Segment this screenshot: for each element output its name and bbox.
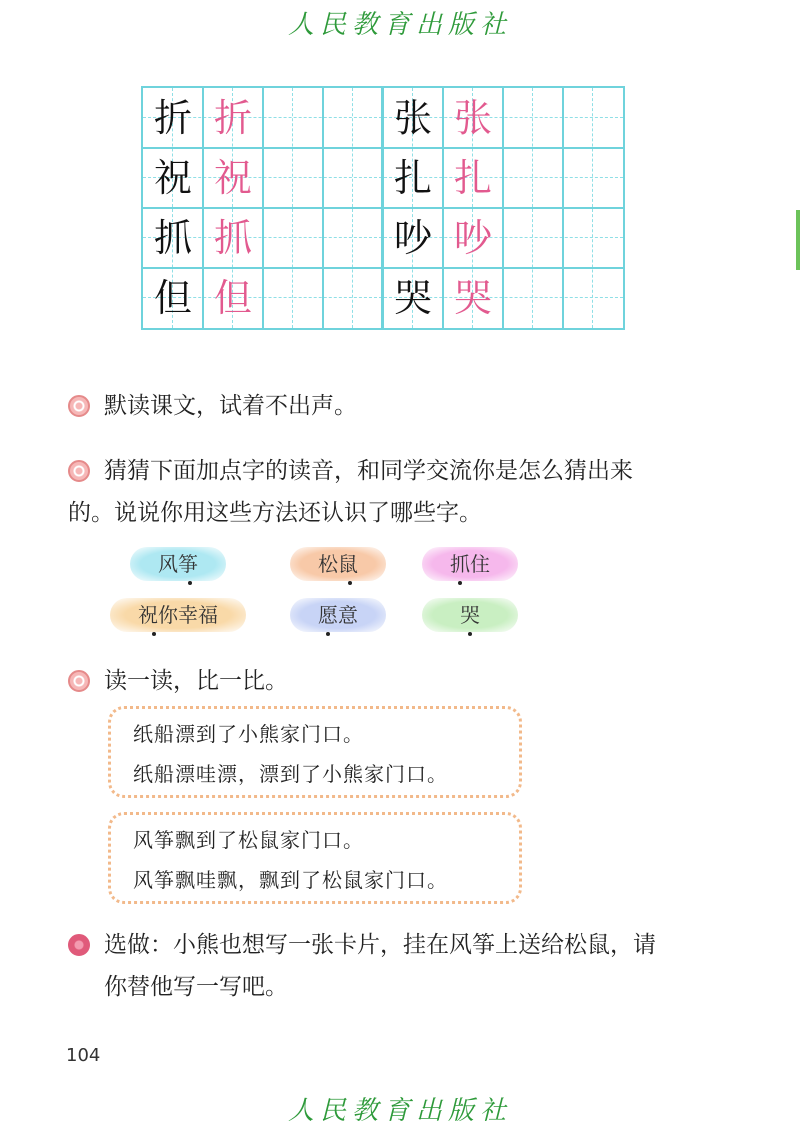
task-optional-card-line2: 你替他写一写吧。	[104, 974, 288, 1000]
grid-trace-char: 吵	[453, 216, 492, 260]
grid-trace-char: 张	[453, 96, 492, 140]
word-pill: 哭	[422, 598, 518, 632]
optional-task-bullet-icon	[68, 934, 90, 956]
compare-sentence: 纸船漂哇漂，漂到了小熊家门口。	[133, 762, 448, 786]
grid-char: 祝	[153, 156, 192, 200]
grid-char: 扎	[393, 156, 432, 200]
task-guess-reading-line1: 猜猜下面加点字的读音，和同学交流你是怎么猜出来	[104, 458, 633, 484]
grid-char: 折	[153, 96, 192, 140]
word-pill: 风筝	[130, 547, 226, 581]
header-publisher: 人民教育出版社	[287, 10, 512, 40]
word-pill: 松鼠	[290, 547, 386, 581]
page-number: 104	[66, 1045, 101, 1066]
grid-char: 吵	[393, 216, 432, 260]
task-guess-reading-line2: 的。说说你用这些方法还认识了哪些字。	[68, 500, 482, 526]
grid-trace-char: 折	[213, 96, 252, 140]
compare-sentence: 纸船漂到了小熊家门口。	[133, 722, 364, 746]
grid-char: 哭	[393, 276, 432, 320]
task-bullet-icon	[68, 460, 90, 482]
grid-trace-char: 但	[213, 276, 252, 320]
task-silent-reading: 默读课文，试着不出声。	[104, 393, 357, 419]
task-optional-card-line1: 选做：小熊也想写一张卡片，挂在风筝上送给松鼠，请	[104, 932, 656, 958]
grid-trace-char: 祝	[213, 156, 252, 200]
task-read-compare: 读一读，比一比。	[104, 668, 288, 694]
grid-trace-char: 抓	[213, 216, 252, 260]
edge-color-tab	[796, 210, 800, 270]
task-bullet-icon	[68, 395, 90, 417]
compare-box-boat	[108, 706, 522, 798]
grid-char: 抓	[153, 216, 192, 260]
grid-char: 张	[393, 96, 432, 140]
compare-sentence: 风筝飘哇飘，飘到了松鼠家门口。	[133, 868, 448, 892]
compare-sentence: 风筝飘到了松鼠家门口。	[133, 828, 364, 852]
compare-box-kite	[108, 812, 522, 904]
task-bullet-icon	[68, 670, 90, 692]
grid-trace-char: 哭	[453, 276, 492, 320]
word-pill: 抓住	[422, 547, 518, 581]
word-pill: 愿意	[290, 598, 386, 632]
footer-publisher: 人民教育出版社	[287, 1096, 512, 1126]
grid-char: 但	[153, 276, 192, 320]
character-writing-grid	[141, 86, 625, 330]
grid-trace-char: 扎	[453, 156, 492, 200]
word-pill: 祝你幸福	[110, 598, 246, 632]
